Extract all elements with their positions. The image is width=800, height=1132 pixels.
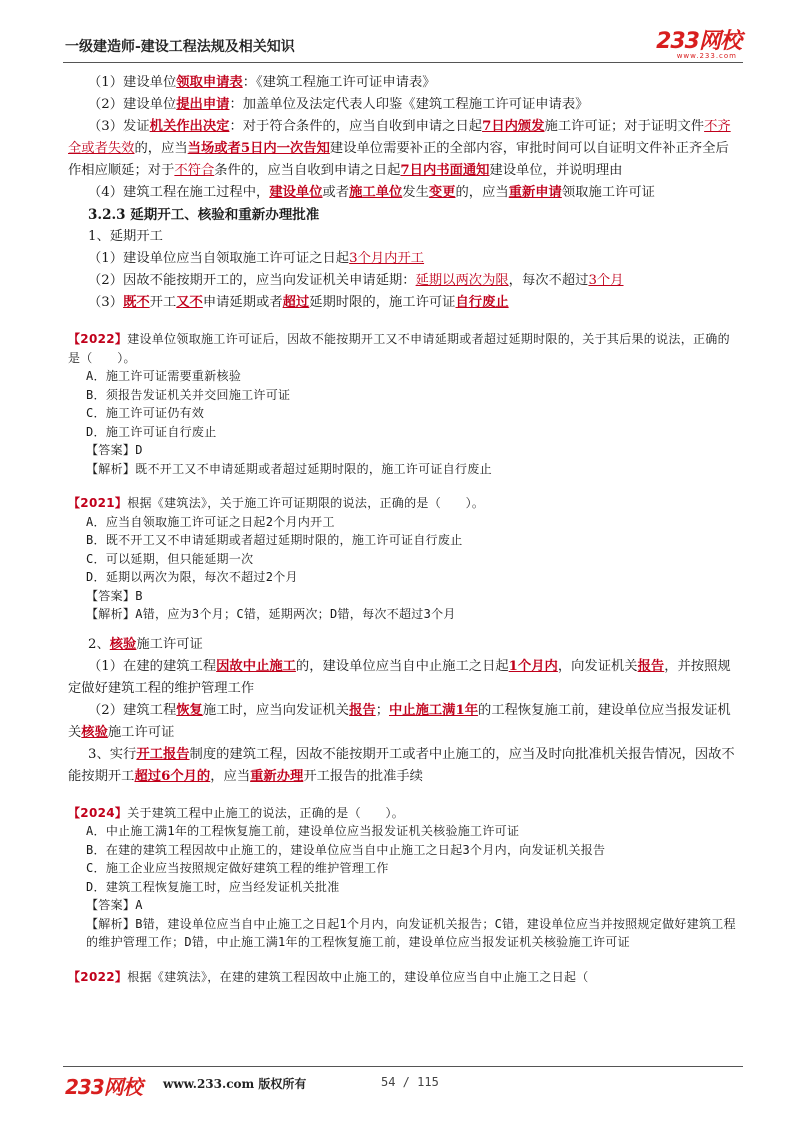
answer: 【答案】A [86,898,143,912]
brand-logo: 233网校 [656,29,741,54]
question-stem: 【2022】建设单位领取施工许可证后，因故不能按期开工又不申请延期或者超过延期时限的，关于其后果的说法，正确的是（ ）。 [68,332,730,365]
option-d: D．施工许可证自行废止 [86,424,217,439]
option-d: D．建筑工程恢复施工时，应当经发证机关批准 [86,879,340,894]
question-year-tag: 【2024】 [68,805,128,820]
paragraph-resume-report: （2）建筑工程恢复施工时，应当向发证机关报告；中止施工满1年的工程恢复施工前，建设单位应当报发证机关核验施工许可证 [68,702,731,740]
option-b: B．在建的建筑工程因故中止施工的，建设单位应当自中止施工之日起3个月内，向发证机关报告 [86,842,606,857]
answer: 【答案】D [86,443,143,457]
answer: 【答案】B [86,588,143,603]
header-title: 一级建造师-建设工程法规及相关知识 [65,39,295,55]
section-heading: 3.2.3 延期开工、核验和重新办理批准 [88,207,320,223]
option-b: B．既不开工又不申请延期或者超过延期时限的，施工许可证自行废止 [86,533,463,547]
footer-logo: 233网校 [65,1075,142,1099]
page-number: 54 / 115 [381,1075,439,1089]
question-year-tag: 【2022】 [68,332,128,346]
question-stem: 【2021】根据《建筑法》，关于施工许可证期限的说法，正确的是（ ）。 [68,496,485,510]
page-header [63,22,743,63]
analysis: 【解析】A错，应为3个月；C错，延期两次；D错，每次不超过3个月 [86,607,456,621]
paragraph-submit-application: （2）建设单位提出申请：加盖单位及法定代表人印鉴《建筑工程施工许可证申请表》 [88,97,589,112]
question-2022-b [68,968,738,987]
question-2021 [68,494,738,624]
paragraph-delay-3: （3）既不开工又不申请延期或者超过延期时限的，施工许可证自行废止 [88,295,509,310]
option-a: A．中止施工满1年的工程恢复施工前，建设单位应当报发证机关核验施工许可证 [86,824,520,838]
question-2024 [68,804,738,952]
option-a: A．应当自领取施工许可证之日起2个月内开工 [86,514,335,529]
analysis: 【解析】既不开工又不申请延期或者超过延期时限的，施工许可证自行废止 [86,461,492,476]
option-b: B．须报告发证机关并交回施工许可证 [86,387,291,402]
paragraph-authority-decision: （3）发证机关作出决定：对于符合条件的，应当自收到申请之日起7日内颁发施工许可证；对于证明文件不齐全或者失效的，应当当场或者5日内一次告知建设单位需要补正的全部内容，审批时间可以自证明文件补正齐全后作相应顺延；对于不符合条件的，应当自收到申请之日起7日内书面通知建设单位，并说明理由 [68,119,731,178]
brand-logo-url: www.233.com [676,52,737,60]
subsection-heading-delay: 1、延期开工 [88,229,163,244]
option-a: A．施工许可证需要重新核验 [86,369,242,383]
paragraph-delay-2: （2）因故不能按期开工的，应当向发证机关申请延期：延期以两次为限，每次不超过3个月 [88,273,624,288]
option-c: C．可以延期，但只能延期一次 [86,551,254,566]
paragraph-suspend-report: （1）在建的建筑工程因故中止施工的，建设单位应当自中止施工之日起1个月内，向发证机关报告，并按照规定做好建筑工程的维护管理工作 [68,658,731,696]
question-stem: 【2024】关于建筑工程中止施工的说法，正确的是（ ）。 [68,805,405,820]
paragraph-delay-1: （1）建设单位应当自领取施工许可证之日起3个月内开工 [88,251,425,266]
question-2022-a [68,330,738,478]
paragraph-start-report: 3、实行开工报告制度的建筑工程，因故不能按期开工或者中止施工的，应当及时向批准机关报告情况，因故不能按期开工超过6个月的，应当重新办理开工报告的批准手续 [68,746,735,784]
paragraph-reapply: （4）建筑工程在施工过程中，建设单位或者施工单位发生变更的，应当重新申请领取施工许可证 [88,185,655,200]
question-stem: 【2022】根据《建筑法》，在建的建筑工程因故中止施工的，建设单位应当自中止施工之日起（ [68,969,589,984]
paragraph-apply-form: （1）建设单位领取申请表：《建筑工程施工许可证申请表》 [88,75,436,90]
option-d: D．延期以两次为限，每次不超过2个月 [86,570,298,584]
document-body [68,72,738,986]
option-c: C．施工许可证仍有效 [86,406,205,420]
question-year-tag: 【2021】 [68,496,128,510]
subsection-heading-verify: 2、核验施工许可证 [88,636,203,652]
page-footer [63,1066,743,1097]
option-c: C．施工企业应当按照规定做好建筑工程的维护管理工作 [86,861,389,875]
analysis: 【解析】B错，建设单位应当自中止施工之日起1个月内，向发证机关报告；C错，建设单位应当并按照规定做好建筑工程的维护管理工作；D错，中止施工满1年的工程恢复施工前，建设单位应当报发证机关核验施工许可证 [86,916,736,949]
footer-copyright: www.233.com 版权所有 [163,1077,307,1091]
question-year-tag: 【2022】 [68,969,128,984]
